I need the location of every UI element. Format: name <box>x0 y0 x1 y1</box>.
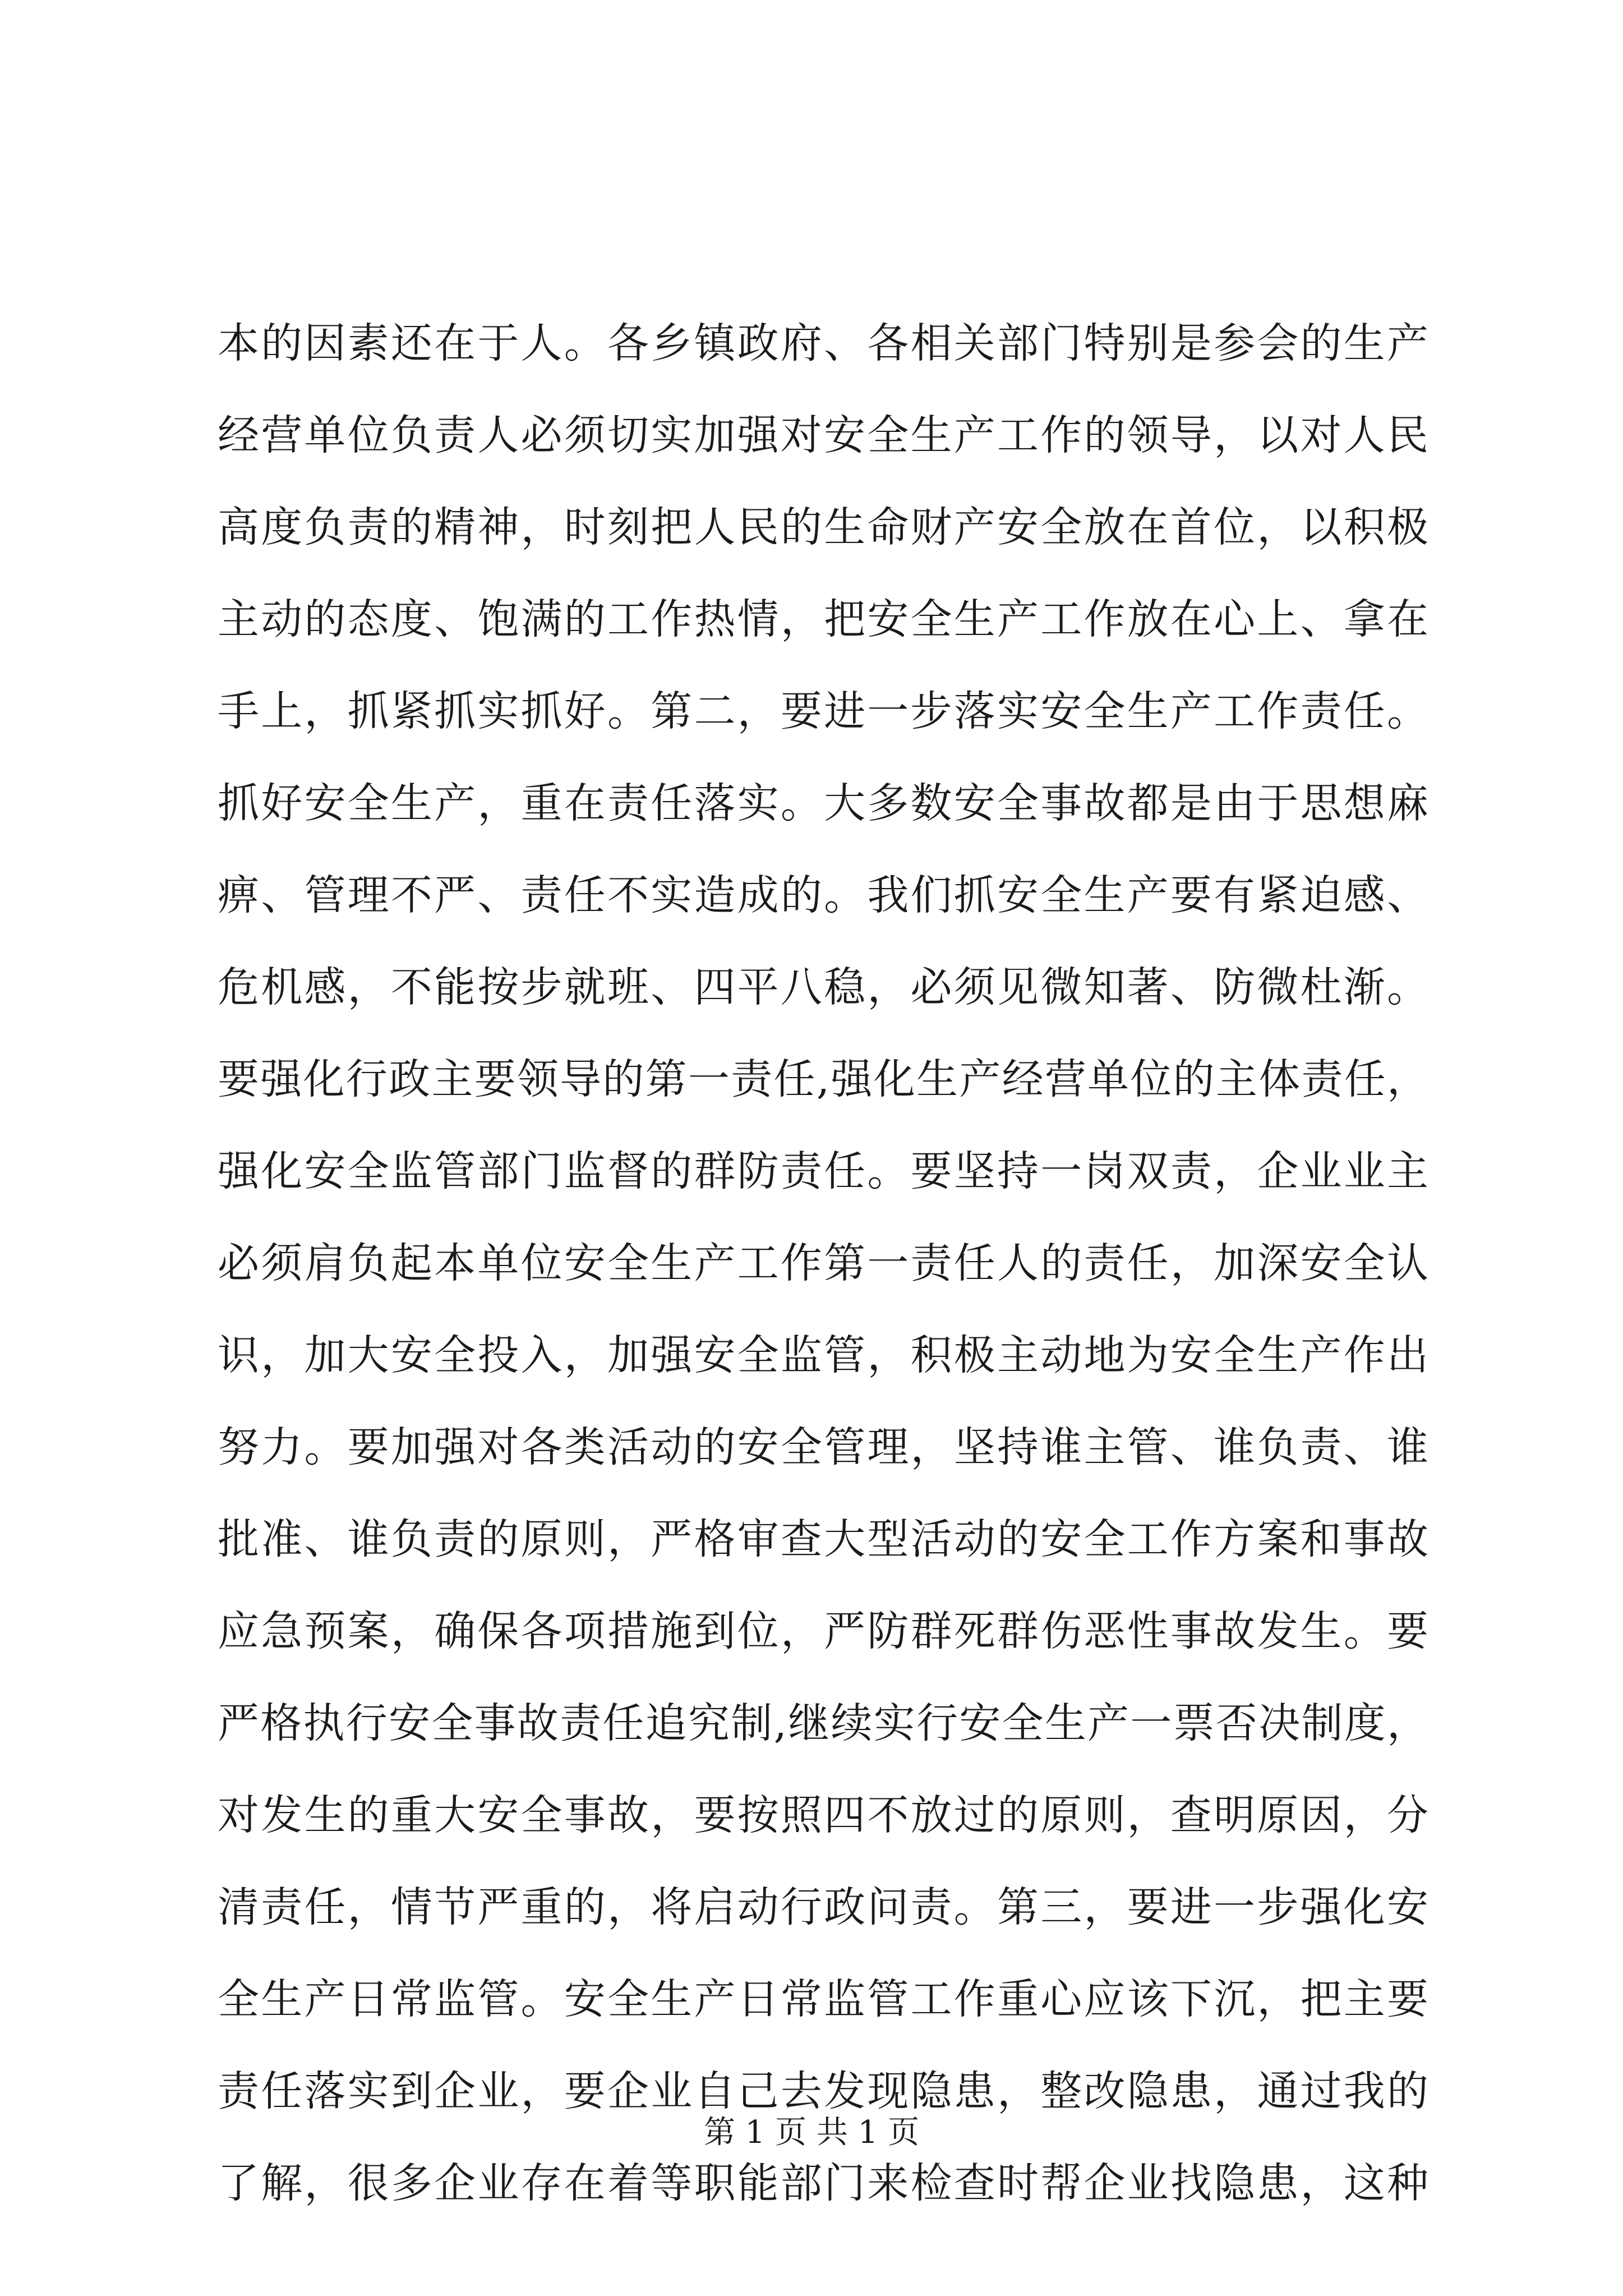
text-line: 对发生的重大安全事故，要按照四不放过的原则，查明原因，分 <box>218 1791 1429 1839</box>
text-line: 要强化行政主要领导的第一责任,强化生产经营单位的主体责任， <box>218 1055 1429 1103</box>
text-line: 识，加大安全投入，加强安全监管，积极主动地为安全生产作出 <box>218 1331 1429 1379</box>
page-footer: 第 1 页 共 1 页 <box>703 2114 920 2151</box>
text-line: 责任落实到企业，要企业自己去发现隐患，整改隐患，通过我的 <box>218 2067 1429 2115</box>
text-line: 抓好安全生产，重在责任落实。大多数安全事故都是由于思想麻 <box>218 779 1429 827</box>
text-line: 高度负责的精神，时刻把人民的生命财产安全放在首位，以积极 <box>218 503 1429 551</box>
text-line: 经营单位负责人必须切实加强对安全生产工作的领导，以对人民 <box>218 411 1429 459</box>
text-line: 危机感，不能按步就班、四平八稳，必须见微知著、防微杜渐。 <box>218 963 1429 1011</box>
text-line: 强化安全监管部门监督的群防责任。要坚持一岗双责，企业业主 <box>218 1147 1429 1195</box>
text-line: 必须肩负起本单位安全生产工作第一责任人的责任，加深安全认 <box>218 1239 1429 1287</box>
text-line: 清责任，情节严重的，将启动行政问责。第三，要进一步强化安 <box>218 1883 1429 1931</box>
text-line: 了解，很多企业存在着等职能部门来检查时帮企业找隐患，这种 <box>218 2159 1429 2207</box>
text-line: 手上，抓紧抓实抓好。第二，要进一步落实安全生产工作责任。 <box>218 687 1429 735</box>
text-line: 主动的态度、饱满的工作热情，把安全生产工作放在心上、拿在 <box>218 595 1429 643</box>
text-line: 本的因素还在于人。各乡镇政府、各相关部门特别是参会的生产 <box>218 319 1429 367</box>
body-text <box>218 297 1429 2229</box>
text-line: 应急预案，确保各项措施到位，严防群死群伤恶性事故发生。要 <box>218 1607 1429 1655</box>
text-line: 严格执行安全事故责任追究制,继续实行安全生产一票否决制度， <box>218 1699 1429 1747</box>
text-line: 批准、谁负责的原则，严格审查大型活动的安全工作方案和事故 <box>218 1515 1429 1563</box>
text-line: 全生产日常监管。安全生产日常监管工作重心应该下沉，把主要 <box>218 1975 1429 2023</box>
text-line: 努力。要加强对各类活动的安全管理，坚持谁主管、谁负责、谁 <box>218 1423 1429 1471</box>
text-line: 痹、管理不严、责任不实造成的。我们抓安全生产要有紧迫感、 <box>218 871 1429 919</box>
